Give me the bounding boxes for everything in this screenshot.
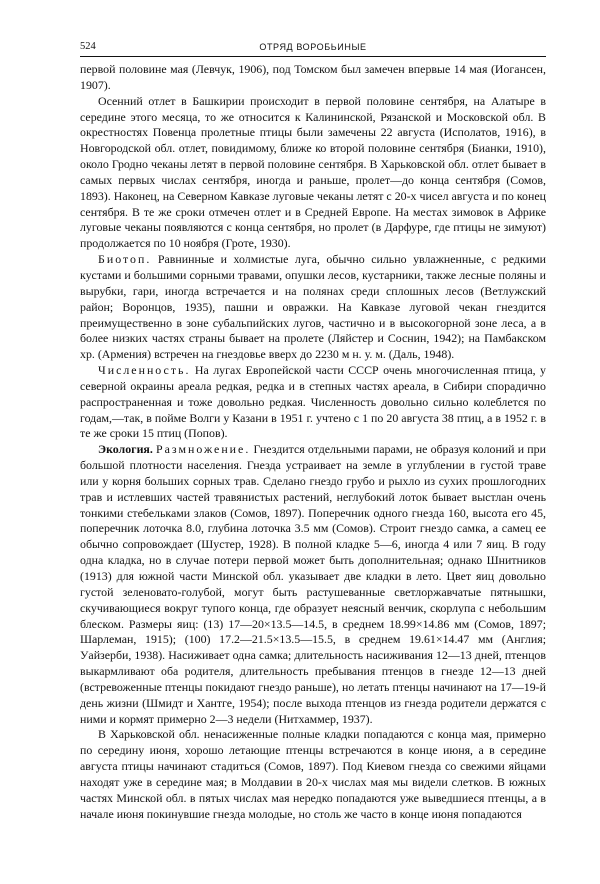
paragraph-text: В Харьковской обл. ненасиженные полные кладки попадаются с конца мая, примерно по середину июня, хорошо летающие птенцы встречаются в конце июня, а в середине августа птицы начинают стадиться (Сомов, 1897). Под Киевом гнезда со свежими яйцами находят уже в середине мая; в Молдавии в 20-х числах мая мы видели слетков. В южных частях Минской обл. в пятых числах мая нередко попадаются уже выведшиеся птенцы, а в начале июня покинувшие гнезда молодые, но столь же часто в конце июня попадаются xyxy=(80,727,546,821)
page-number: 524 xyxy=(80,41,96,52)
paragraph-text: На лугах Европейской части СССР очень многочисленная птица, у северной окраины ареала редкая, редка и в степных частях ареала, в Сибири спорадично распространенная и тоже довольно редкая. Численность довольно сильно колеблется по годам,—так, в пойме Волги у Казани в 1951 г. учтено с 1 по 20 августа 38 птиц, а в 1952 г. в те же сроки 15 птиц (Попов). xyxy=(80,363,546,441)
paragraph-kharkov-clutches xyxy=(80,727,546,822)
section-title: ОТРЯД ВОРОБЬИНЫЕ xyxy=(259,42,367,52)
paragraph-biotope xyxy=(80,252,546,363)
book-page xyxy=(80,40,546,823)
paragraph-text: Равнинные и холмистые луга, обычно сильно увлажненные, с редкими кустами и большими сорными травами, опушки лесов, кустарники, также лесные поляны и вырубки, гари, иногда встречается и на полянах среди сплошных лесов (Ветлужский район; Воронцов, 1935), пашни и овражки. На Кавказе луговой чекан гнездится преимущественно в зоне субальпийских лугов, частично и в высокогорной зоне леса, а в более низких частях страны бывает на пролете (Ляйстер и Соснин, 1942); на Памбакском хр. (Армения) встречен на гнездовье вверх до 2230 м н. у. м. (Даль, 1948). xyxy=(80,252,547,362)
paragraph-reproduction xyxy=(80,442,546,727)
paragraph-text: первой половине мая (Левчук, 1906), под Томском был замечен впервые 14 мая (Иогансен, 1907). xyxy=(80,62,546,92)
running-head xyxy=(80,40,546,57)
section-heading-reproduction: Размножение. xyxy=(156,442,251,457)
body-text xyxy=(80,62,546,823)
paragraph-continued xyxy=(80,62,546,94)
section-label-ecology: Экология. xyxy=(98,442,153,457)
paragraph-abundance xyxy=(80,363,546,442)
paragraph-text: Осенний отлет в Башкирии происходит в первой половине сентября, на Алатыре в середине этого месяца, то же относится к Калининской, Рязанской и Московской обл. В окрестностях Повенца пролетные птицы были замечены 22 августа (Исполатов, 1916), в Новгородской обл. отлет, повидимому, ближе ко второй половине сентября (Бианки, 1910), около Гродно чеканы летят в первой половине сентября. В Харьковской обл. отлет бывает в самых первых числах сентября, иногда и раньше, пролет—до конца сентября (Сомов, 1893). Наконец, на Северном Кавказе луговые чеканы летят с 20-х чисел августа и по конец сентября. В те же сроки отмечен отлет и в Средней Европе. На местах зимовок в Африке луговые чеканы появляются с конца сентября, но пролет (в Дарфуре, где птицы не зимуют) продолжается по 10 ноября (Гроте, 1930). xyxy=(80,93,546,251)
section-heading-biotope: Биотоп. xyxy=(98,252,152,267)
section-heading-abundance: Численность. xyxy=(98,363,191,378)
paragraph-autumn-departure xyxy=(80,94,546,252)
paragraph-text: Гнездится отдельными парами, не образуя колоний и при большой плотности населения. Гнезда устраивает на земле в углублении в густой траве или у корня больших сорных трав. Сделано гнездо грубо и рыхло из сухих прошлогодних трав и истлевших частей травянистых растений, неглубокий лоток бывает выстлан очень тонкими стебельками злаков (Сомов, 1897). Поперечник одного гнезда 160, высота его 45, поперечник лоточка 8.0, глубина лоточка 3.5 мм (Сомов). Строит гнездо самка, а самец ее обычно сопровождает (Шустер, 1928). В полной кладке 5—6, иногда 4 или 7 яиц. В году одна кладка, но в случае потери первой может быть дополнительная; однако Шнитников (1913) для южной части Минской обл. указывает две кладки в лето. Цвет яиц довольно густой зеленовато-голубой, могут быть растушеванные светлоржавчатые пятнышки, скучивающиеся вокруг тупого конца, где образует неясный венчик, скорлупа с небольшим блеском. Размеры яиц: (13) 17—20×13.5—14.5, в среднем 18.99×14.86 мм (Сомов, 1897; Шарлеман, 1915); (100) 17.2—21.5×13.5—15.5, в среднем 19.61×14.47 мм (Англия; Уайзерби, 1938). Насиживает одна самка; длительность насиживания 12—13 дней, птенцов выкармливают оба родителя, длительность пребывания птенцов в гнезде 12—13 дней (встревоженные птенцы покидают гнездо раньше), но летать птенцы начинают на 17—19-й день жизни (Шмидт и Хантге, 1954); после выхода птенцов из гнезда родители держатся с ними и кормят примерно 2—3 недели (Нитхаммер, 1937). xyxy=(80,442,546,726)
